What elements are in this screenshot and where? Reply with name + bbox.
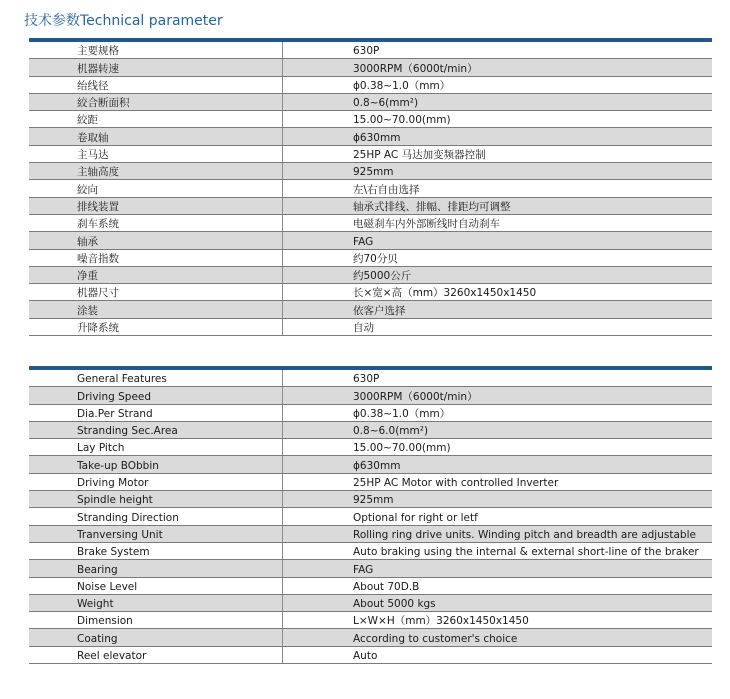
page-title: 技术参数Technical parameter bbox=[24, 13, 223, 29]
spec-value: Auto bbox=[283, 646, 713, 663]
spec-label: 排线装置 bbox=[29, 197, 283, 214]
spec-label: Lay Pitch bbox=[29, 439, 283, 456]
spec-label: Weight bbox=[29, 594, 283, 611]
spec-row bbox=[29, 284, 712, 301]
spec-row bbox=[29, 473, 712, 490]
spec-row bbox=[29, 439, 712, 456]
spec-row bbox=[29, 404, 712, 421]
spec-value: 15.00~70.00(mm) bbox=[283, 439, 713, 456]
spec-value: FAG bbox=[283, 232, 713, 249]
spec-label: 絞合断面积 bbox=[29, 93, 283, 110]
spec-label: 机器尺寸 bbox=[29, 284, 283, 301]
spec-value: ϕ630mm bbox=[283, 128, 713, 145]
spec-row bbox=[29, 491, 712, 508]
spec-row bbox=[29, 40, 712, 59]
spec-label: General Features bbox=[29, 368, 283, 387]
spec-row bbox=[29, 646, 712, 663]
spec-value: 25HP AC 马达加变频器控制 bbox=[283, 145, 713, 162]
spec-row bbox=[29, 249, 712, 266]
spec-table-english bbox=[29, 366, 712, 664]
spec-value: 630P bbox=[283, 368, 713, 387]
spec-row bbox=[29, 542, 712, 559]
spec-value: About 70D.B bbox=[283, 577, 713, 594]
spec-label: Coating bbox=[29, 629, 283, 646]
spec-value: ϕ630mm bbox=[283, 456, 713, 473]
spec-row bbox=[29, 612, 712, 629]
spec-row bbox=[29, 421, 712, 438]
spec-label: 噪音指数 bbox=[29, 249, 283, 266]
spec-row bbox=[29, 180, 712, 197]
spec-label: 主马达 bbox=[29, 145, 283, 162]
spec-row bbox=[29, 318, 712, 335]
spec-label: 轴承 bbox=[29, 232, 283, 249]
spec-value: FAG bbox=[283, 560, 713, 577]
spec-label: 主要规格 bbox=[29, 40, 283, 59]
spec-row bbox=[29, 145, 712, 162]
spec-row bbox=[29, 163, 712, 180]
spec-value: 25HP AC Motor with controlled Inverter bbox=[283, 473, 713, 490]
spec-row bbox=[29, 232, 712, 249]
spec-row bbox=[29, 111, 712, 128]
spec-label: Bearing bbox=[29, 560, 283, 577]
spec-value: 电磁刹车内外部断线时自动刹车 bbox=[283, 214, 713, 231]
spec-label: 机器转速 bbox=[29, 59, 283, 76]
spec-table-chinese bbox=[29, 38, 712, 336]
spec-row bbox=[29, 508, 712, 525]
spec-value: 15.00~70.00(mm) bbox=[283, 111, 713, 128]
spec-value: 0.8~6(mm²) bbox=[283, 93, 713, 110]
spec-value: 3000RPM（6000t/min） bbox=[283, 387, 713, 404]
spec-label: Dimension bbox=[29, 612, 283, 629]
spec-label: 刹车系统 bbox=[29, 214, 283, 231]
spec-row bbox=[29, 93, 712, 110]
spec-label: 主轴高度 bbox=[29, 163, 283, 180]
spec-value: 3000RPM（6000t/min） bbox=[283, 59, 713, 76]
spec-value: 约70分贝 bbox=[283, 249, 713, 266]
spec-label: 升降系统 bbox=[29, 318, 283, 335]
spec-label: Take-up BObbin bbox=[29, 456, 283, 473]
spec-value: ϕ0.38~1.0（mm） bbox=[283, 404, 713, 421]
spec-row bbox=[29, 456, 712, 473]
spec-row bbox=[29, 197, 712, 214]
spec-row bbox=[29, 128, 712, 145]
spec-value: 自动 bbox=[283, 318, 713, 335]
spec-value: 约5000公斤 bbox=[283, 266, 713, 283]
spec-value: 925mm bbox=[283, 491, 713, 508]
spec-value: 630P bbox=[283, 40, 713, 59]
spec-label: Tranversing Unit bbox=[29, 525, 283, 542]
spec-label: 绐线径 bbox=[29, 76, 283, 93]
spec-value: L×W×H（mm）3260x1450x1450 bbox=[283, 612, 713, 629]
spec-value: 925mm bbox=[283, 163, 713, 180]
spec-label: 絞距 bbox=[29, 111, 283, 128]
spec-row bbox=[29, 76, 712, 93]
spec-label: 净重 bbox=[29, 266, 283, 283]
spec-label: Brake System bbox=[29, 542, 283, 559]
spec-value: Auto braking using the internal & external short-line of the braker bbox=[283, 542, 713, 559]
spec-row bbox=[29, 368, 712, 387]
spec-value: 0.8~6.0(mm²) bbox=[283, 421, 713, 438]
spec-value: ϕ0.38~1.0（mm） bbox=[283, 76, 713, 93]
spec-label: Reel elevator bbox=[29, 646, 283, 663]
spec-value: 左\右自由选择 bbox=[283, 180, 713, 197]
spec-value: 依客户选择 bbox=[283, 301, 713, 318]
spec-row bbox=[29, 629, 712, 646]
spec-label: Dia.Per Strand bbox=[29, 404, 283, 421]
spec-row bbox=[29, 59, 712, 76]
spec-label: 卷取轴 bbox=[29, 128, 283, 145]
spec-value: About 5000 kgs bbox=[283, 594, 713, 611]
spec-value: 轴承式排线、排幅、排距均可调整 bbox=[283, 197, 713, 214]
spec-label: 絞向 bbox=[29, 180, 283, 197]
spec-row bbox=[29, 387, 712, 404]
spec-row bbox=[29, 594, 712, 611]
spec-row bbox=[29, 301, 712, 318]
spec-value: Rolling ring drive units. Winding pitch and breadth are adjustable bbox=[283, 525, 713, 542]
spec-value: 长×宽×高（mm）3260x1450x1450 bbox=[283, 284, 713, 301]
spec-row bbox=[29, 525, 712, 542]
spec-value: According to customer's choice bbox=[283, 629, 713, 646]
spec-row bbox=[29, 560, 712, 577]
spec-label: Stranding Sec.Area bbox=[29, 421, 283, 438]
spec-label: 涂装 bbox=[29, 301, 283, 318]
spec-label: Driving Motor bbox=[29, 473, 283, 490]
spec-label: Stranding Direction bbox=[29, 508, 283, 525]
spec-label: Spindle height bbox=[29, 491, 283, 508]
spec-value: Optional for right or letf bbox=[283, 508, 713, 525]
spec-label: Driving Speed bbox=[29, 387, 283, 404]
spec-row bbox=[29, 266, 712, 283]
spec-row bbox=[29, 577, 712, 594]
spec-label: Noise Level bbox=[29, 577, 283, 594]
spec-row bbox=[29, 214, 712, 231]
